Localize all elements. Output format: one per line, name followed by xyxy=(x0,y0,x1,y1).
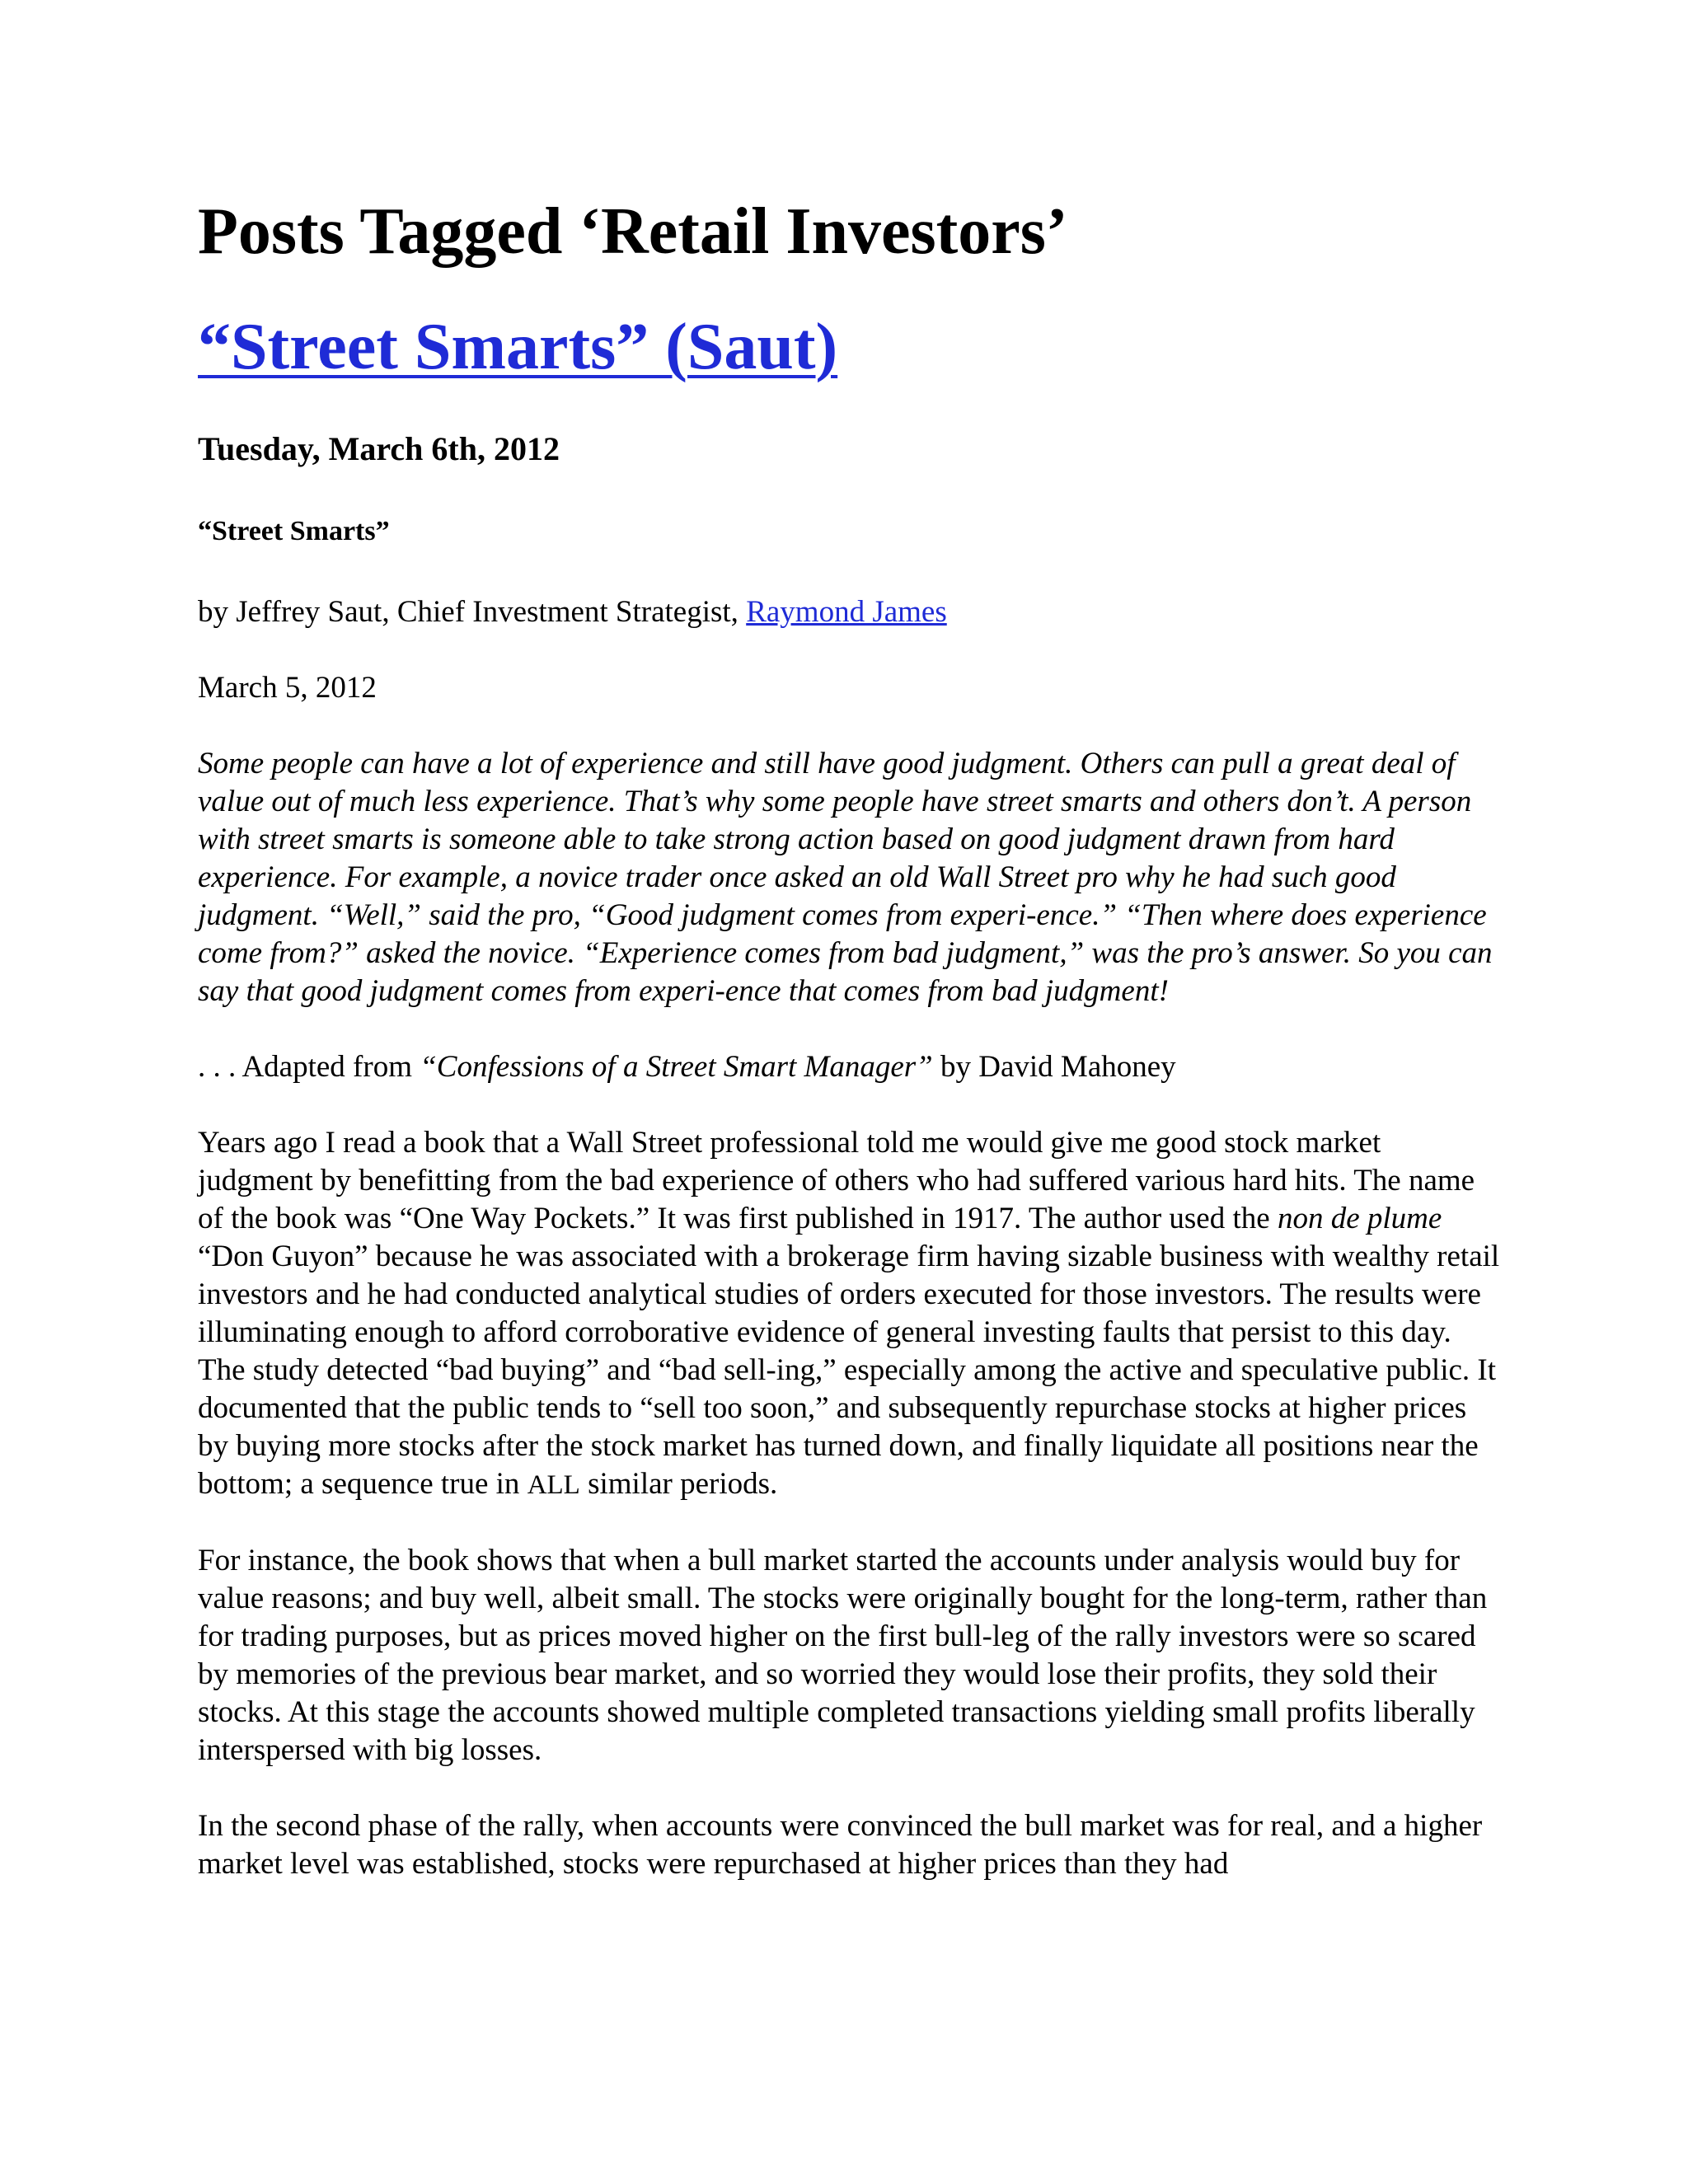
paragraph-1-part-c: similar periods. xyxy=(579,1466,778,1501)
post-title xyxy=(198,309,1500,385)
adapted-book-title: “Confessions of a Street Smart Manager” xyxy=(420,1049,933,1084)
raymond-james-link[interactable]: Raymond James xyxy=(746,594,947,629)
byline xyxy=(198,593,1500,631)
post-subtitle: “Street Smarts” xyxy=(198,516,390,546)
byline-text: by Jeffrey Saut, Chief Investment Strategist, xyxy=(198,594,747,629)
paragraph-1-part-b: “Don Guyon” because he was associated with a brokerage firm having sizable business with wealthy retail investors and he had conducted analytical studies of orders executed for those investors. The results were illuminating enough to afford corroborative evidence of general investing faults that persist to this day. The study detected “bad buying” and “bad sell-ing,” especially among the active and speculative public. It documented that the public tends to “sell too soon,” and subsequently repurchase stocks at higher prices by buying more stocks after the stock market has turned down, and finally liquidate all positions near the bottom; a sequence true in xyxy=(198,1239,1500,1501)
page-content xyxy=(198,194,1500,1921)
paragraph-bull-market: For instance, the book shows that when a bull market started the accounts under analysis would buy for value reasons; and buy well, albeit small. The stocks were originally bought for the long-term, rather than for trading purposes, but as prices moved higher on the first bull-leg of the rally investors were so scared by memories of the previous bear market, and so worried they would lose their profits, they sold their stocks. At this stage the accounts showed multiple completed transactions yielding small profits liberally interspersed with big losses. xyxy=(198,1543,1488,1767)
paragraph-1-italic: non de plume xyxy=(1277,1201,1442,1235)
post-title-link[interactable]: “Street Smarts” (Saut) xyxy=(198,311,838,383)
paragraph-1-caps: ALL xyxy=(527,1469,580,1500)
paragraph-second-phase: In the second phase of the rally, when accounts were convinced the bull market was for real, and a higher market level was established, stocks were repurchased at higher prices than they had xyxy=(198,1808,1483,1881)
article-date: March 5, 2012 xyxy=(198,670,377,705)
paragraph-1-part-a: Years ago I read a book that a Wall Street professional told me would give me good stock market judgment by benefitting from the bad experience of others who had suffered various hard hits. The name of the book was “One Way Pockets.” It was first published in 1917. The author used the xyxy=(198,1125,1475,1235)
intro-quote: Some people can have a lot of experience and still have good judgment. Others can pull a great deal of value out of much less experience. That’s why some people have street smarts and others don’t. A person with street smarts is someone able to take strong action based on good judgment drawn from hard experience. For example, a novice trader once asked an old Wall Street pro why he had such good judgment. “Well,” said the pro, “Good judgment comes from experi-ence.” “Then where does experience come from?” asked the novice. “Experience comes from bad judgment,” was the pro’s answer. So you can say that good judgment comes from experi-ence that comes from bad judgment! xyxy=(198,746,1493,1008)
archive-title: Posts Tagged ‘Retail Investors’ xyxy=(198,195,1068,268)
paragraph-one-way-pockets xyxy=(198,1124,1500,1504)
adapted-from xyxy=(198,1048,1500,1086)
adapted-author: by David Mahoney xyxy=(932,1049,1176,1084)
post-date: Tuesday, March 6th, 2012 xyxy=(198,430,560,467)
adapted-prefix: . . . Adapted from xyxy=(198,1049,420,1084)
